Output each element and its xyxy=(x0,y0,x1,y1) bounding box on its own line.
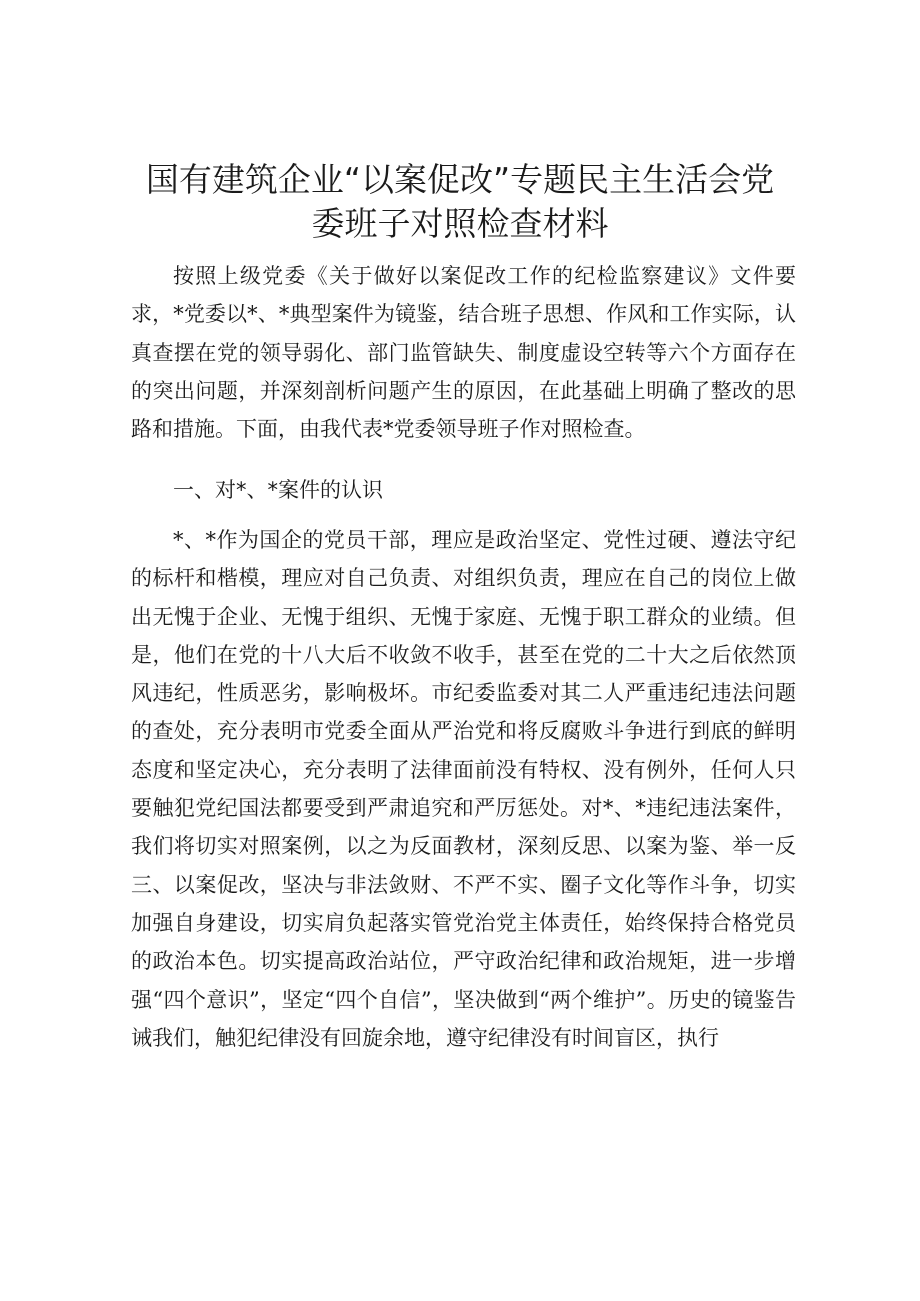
section-paragraph: *、*作为国企的党员干部，理应是政治坚定、党性过硬、遵法守纪的标杆和楷模，理应对自己负责、对组织负责，理应在自己的岗位上做出无愧于企业、无愧于组织、无愧于家庭、无愧于职工群众的业绩。但是，他们在党的十八大后不收敛不收手，甚至在党的二十大之后依然顶风违纪，性质恶劣，影响极坏。市纪委监委对其二人严重违纪违法问题的查处，充分表明市党委全面从严治党和将反腐败斗争进行到底的鲜明态度和坚定决心，充分表明了法律面前没有特权、没有例外，任何人只要触犯党纪国法都要受到严肃追究和严厉惩处。对*、*违纪违法案件，我们将切实对照案例，以之为反面教材，深刻反思、以案为鉴、举一反三、以案促改，坚决与非法敛财、不严不实、圈子文化等作斗争，切实加强自身建设，切实肩负起落实管党治党主体责任，始终保持合格党员的政治本色。切实提高政治站位，严守政治纪律和政治规矩，进一步增强“四个意识”，坚定“四个自信”，坚决做到“两个维护”。历史的镜鉴告诫我们，触犯纪律没有回旋余地，遵守纪律没有时间盲区，执行 xyxy=(131,528,796,1050)
document-title: 国有建筑企业“以案促改”专题民主生活会党委班子对照检查材料 xyxy=(145,160,775,243)
section-heading: 一、对*、*案件的认识 xyxy=(173,478,383,502)
intro-paragraph: 按照上级党委《关于做好以案促改工作的纪检监察建议》文件要求，*党委以*、*典型案件为镜鉴，结合班子思想、作风和工作实际，认真查摆在党的领导弱化、部门监管缺失、制度虚设空转等六个方面存在的突出问题，并深刻剖析问题产生的原因，在此基础上明确了整改的思路和措施。下面，由我代表*党委领导班子作对照检查。 xyxy=(131,264,796,442)
